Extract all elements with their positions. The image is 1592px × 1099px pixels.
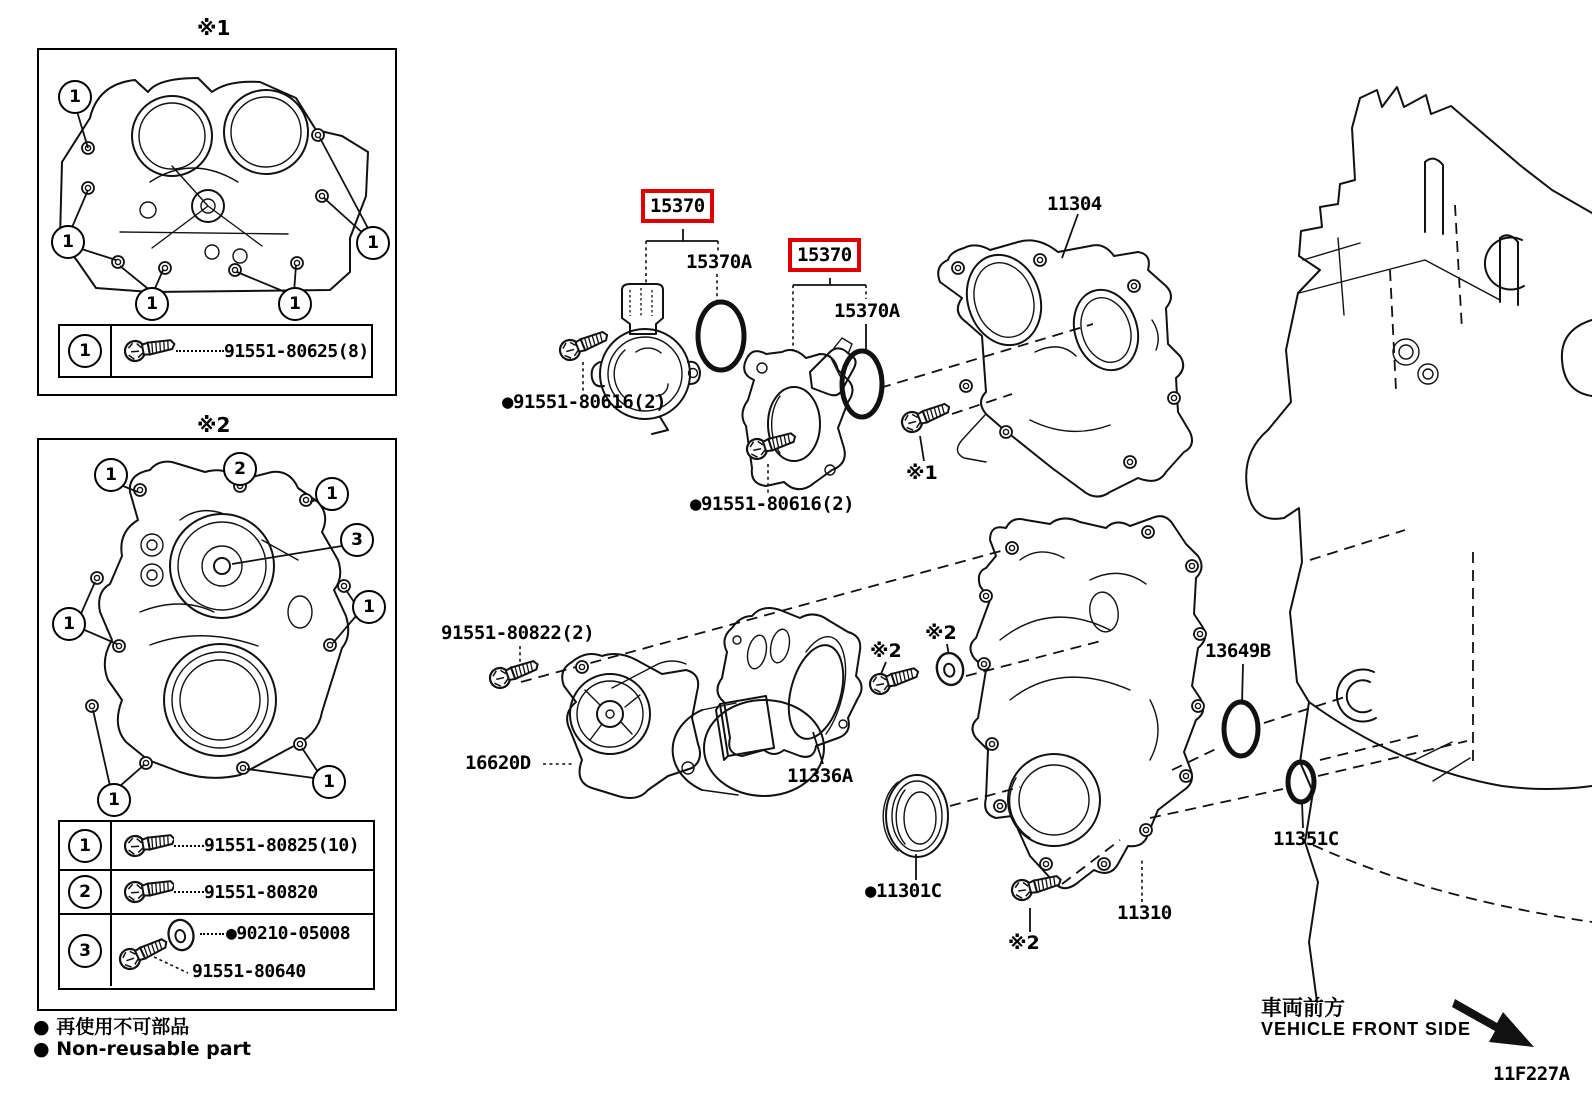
- timing-chain-cover-11310-drawing: [970, 516, 1206, 888]
- bolt-icon: [124, 336, 176, 366]
- legend-row: [60, 869, 373, 913]
- legend-row: [60, 822, 373, 869]
- legend-part-cell: [112, 915, 373, 986]
- drawing-code: 11F227A: [1493, 1063, 1570, 1085]
- callout-1: 1: [278, 287, 312, 321]
- part-label-11310: 11310: [1117, 902, 1172, 924]
- part-label-11336a: 11336A: [787, 765, 853, 787]
- part-label-11351c: 11351C: [1273, 828, 1339, 850]
- leader-line: [174, 891, 204, 893]
- ref-mark-1: ※1: [906, 462, 938, 484]
- legend-part-cell: [112, 822, 373, 869]
- front-side-label-jp: 車両前方: [1261, 996, 1345, 1020]
- callout-2: 2: [223, 452, 257, 486]
- ref-mark-2: ※2: [1008, 932, 1040, 954]
- legend-part-number: 91551-80625(8): [224, 340, 369, 362]
- part-label-91551-80616: ●91551-80616(2): [502, 391, 667, 413]
- highlighted-part-label-15370[interactable]: 15370: [788, 238, 861, 272]
- part-label-13649b: 13649B: [1205, 640, 1271, 662]
- oil-control-valve-drawing-2: [742, 338, 855, 489]
- part-label-15370a: 15370A: [834, 300, 900, 322]
- legend-part-number: 91551-80820: [204, 881, 318, 903]
- o-ring-13649b: [1224, 702, 1258, 756]
- legend-table-2: [58, 820, 375, 990]
- o-ring-15370a-2: [842, 351, 882, 417]
- timing-gear-cover-11304-drawing: [938, 240, 1192, 496]
- callout-1: 1: [97, 783, 131, 817]
- callout-2: 2: [68, 875, 102, 909]
- callout-1: 1: [352, 590, 386, 624]
- legend-part-number: 91551-80640: [192, 961, 306, 982]
- callout-1: 1: [312, 765, 346, 799]
- engine-block-drawing: [1246, 87, 1592, 1002]
- callout-1: 1: [315, 477, 349, 511]
- o-ring-15370a-1: [698, 302, 744, 370]
- legend-callout-cell: [60, 822, 112, 869]
- legend-row: [60, 326, 371, 376]
- highlighted-part-label-15370[interactable]: 15370: [641, 189, 714, 223]
- part-label-15370a: 15370A: [686, 251, 752, 273]
- part-label-11304: 11304: [1047, 193, 1102, 215]
- bolt-icon: [124, 877, 174, 907]
- legend-part-cell: [112, 871, 373, 913]
- callout-1: 1: [52, 607, 86, 641]
- note-nonreusable-jp: ● 再使用不可部品: [33, 1016, 190, 1038]
- belt-tensioner-drawing: [562, 654, 824, 798]
- ref-mark-2: ※2: [925, 622, 957, 644]
- bolt-icon: [124, 831, 174, 861]
- oil-pump-11336a-drawing: [716, 608, 862, 760]
- callout-1: 1: [68, 334, 102, 368]
- legend-callout-cell: [60, 915, 112, 986]
- callout-1: 1: [58, 80, 92, 114]
- callout-1: 1: [356, 226, 390, 260]
- part-label-16620d: 16620D: [465, 752, 531, 774]
- leader-line: [174, 845, 204, 847]
- leader-line: [152, 955, 192, 977]
- callout-1: 1: [68, 829, 102, 863]
- leader-line: [176, 350, 224, 352]
- front-side-label-en: VEHICLE FRONT SIDE: [1261, 1019, 1472, 1039]
- part-label-91551-80616: ●91551-80616(2): [690, 493, 855, 515]
- note-nonreusable-en: ● Non-reusable part: [33, 1038, 251, 1060]
- part-label-91551-80822: 91551-80822(2): [441, 622, 595, 644]
- ref-mark-2: ※2: [870, 640, 902, 662]
- legend-part-number: ●90210-05008: [226, 923, 351, 944]
- inset1-header: ※1: [197, 16, 231, 40]
- part-label-11301c: ●11301C: [865, 880, 942, 902]
- callout-1: 1: [135, 287, 169, 321]
- legend-row: [60, 913, 373, 986]
- inset2-header: ※2: [197, 413, 231, 437]
- legend-part-number: 91551-80825(10): [204, 835, 360, 856]
- callout-1: 1: [94, 458, 128, 492]
- o-ring-11351c: [1288, 762, 1314, 802]
- oil-seal-11301c-drawing: [883, 775, 948, 857]
- legend-callout-cell: [60, 326, 112, 376]
- callout-1: 1: [51, 225, 85, 259]
- callout-3: 3: [68, 934, 102, 968]
- legend-callout-cell: [60, 871, 112, 913]
- callout-3: 3: [340, 523, 374, 557]
- label-leader-lines: [520, 214, 1303, 932]
- leader-line: [200, 933, 224, 935]
- legend-part-cell: [112, 326, 371, 376]
- legend-table-1: [58, 324, 373, 378]
